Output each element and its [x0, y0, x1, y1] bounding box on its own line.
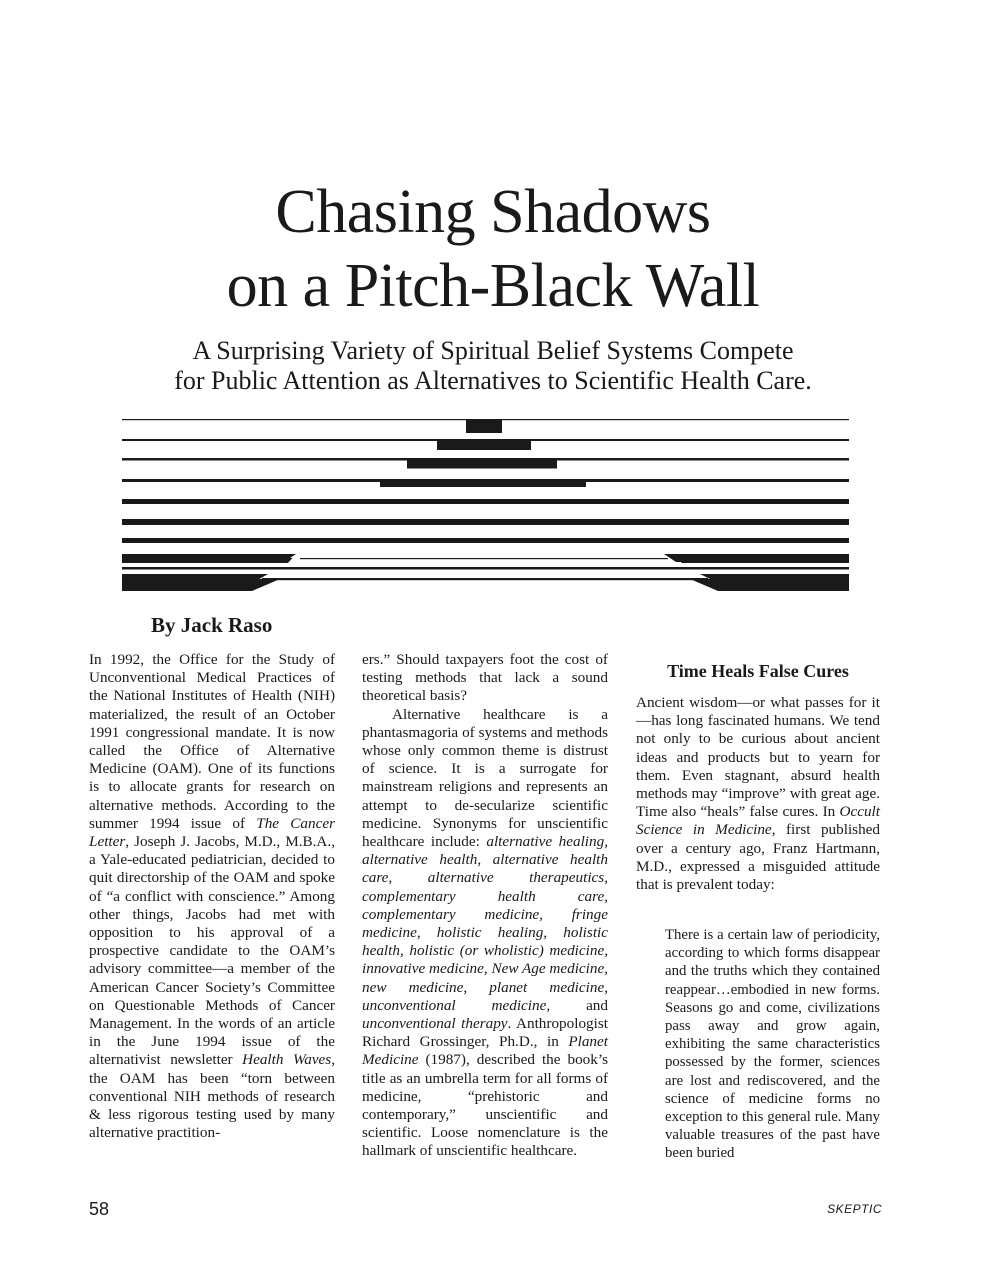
stripe-3: [122, 458, 849, 461]
column-3: [636, 661, 881, 894]
column-1: [89, 651, 335, 1142]
block-quote: [665, 926, 880, 1163]
stripe-8b: [122, 538, 320, 543]
stripe-7-gap: [122, 543, 849, 548]
quote-text: There is a certain law of periodicity, according to which forms disappear and the truths which they contained reappear…embodied in new forms. Seasons go and come, civilizations pass away and grow again, exhibiting the same characteristics possessed by the former, sciences are lost and rediscovered, and the science of medicine forms no exception to this general rule. Many valuable treasures of the past have been buried: [665, 927, 880, 1162]
column-2: [362, 651, 608, 1161]
stripe-8b-right: [638, 538, 849, 543]
stripe-6: [122, 519, 849, 525]
stripe-3-block: [407, 461, 557, 469]
stripe-5: [122, 499, 849, 504]
stripe-9-thin: [300, 558, 668, 559]
subtitle-line-2: for Public Attention as Alternatives to Scientific Health Care.: [174, 366, 812, 395]
title-line-1: Chasing Shadows: [275, 178, 711, 246]
magazine-name: SKEPTIC: [827, 1202, 882, 1216]
stripe-2-block: [437, 441, 531, 450]
stripe-4: [122, 479, 849, 482]
byline: By Jack Raso: [151, 613, 273, 637]
title-line-2: on a Pitch-Black Wall: [226, 252, 760, 320]
stripe-8-gap: [122, 550, 849, 554]
stripe-11: [122, 567, 849, 570]
page-number: 58: [89, 1199, 110, 1219]
paragraph: ers.” Should taxpayers foot the cost of testing methods that lack a sound theoretical basis?: [362, 651, 608, 705]
article-subtitle: [0, 336, 986, 396]
stripe-2: [122, 439, 849, 441]
paragraph: Ancient wisdom—or what passes for it—has long fascinated humans. We tend not only to be curious about ancient ideas and products but to yearn for them. Even stagnant, absurd health methods may “improve” with great age. Time also “heals” false cures. In Occult Science in Medicine, first published over a century ago, Franz Hartmann, M.D., expressed a misguided attitude that is prevalent today:: [636, 694, 881, 894]
paragraph: Alternative healthcare is a phantasmagoria of systems and methods whose only common theme is distrust of science. It is a surrogate for mainstream religions and represents an attempt to de-secularize scientific medicine. Synonyms for unscientific healthcare include: alternative healing, alternative health, alternative health care, alternative therapeutics, complementary health care, complementary medicine, fringe medicine, holistic healing, holistic health, holistic (or wholistic) medicine, innovative medicine, New Age medicine, new medicine, planet medicine, unconventional medicine, and unconventional therapy. Anthropologist Richard Grossinger, Ph.D., in Planet Medicine (1987), described the book’s title as an umbrella term for all forms of medicine, “prehistoric and contemporary,” unscientific and scientific. Loose nomenclature is the hallmark of unscientific healthcare.: [362, 705, 609, 1160]
stripe-1-block: [466, 420, 502, 433]
stripe-9-right: [664, 554, 849, 562]
section-heading: Time Heals False Cures: [667, 661, 849, 681]
stripe-12-thin: [272, 579, 698, 580]
paragraph: In 1992, the Office for the Study of Unconventional Medical Practices of the National Institutes of Health (NIH) materialized, the result of an October 1991 congressional mandate. It is now called the Office of Alternative Medicine (OAM). One of its functions is to allocate grants for research on alternative methods. According to the summer 1994 issue of The Cancer Letter, Joseph J. Jacobs, M.D., M.B.A., a Yale-educated pediatrician, decided to quit directorship of the OAM and spoke of “a conflict with conscience.” Among other things, Jacobs had met with opposition to his approval of a prospective candidate to the OAM’s advisory committee—a member of the American Cancer Society’s Committee on Questionable Methods of Cancer Management. In the words of an article in the June 1994 issue of the alternativist newsletter Health Waves, the OAM has been “torn between conventional NIH methods of research & less rigorous testing used by many alternative practition-: [89, 651, 336, 1142]
stripe-4-block: [380, 482, 586, 487]
stripes-illustration: [0, 410, 986, 600]
stripe-12-right: [690, 579, 849, 591]
subtitle-line-1: A Surprising Variety of Spiritual Belief Systems Compete: [192, 336, 794, 365]
stripe-9-left: [122, 554, 296, 562]
